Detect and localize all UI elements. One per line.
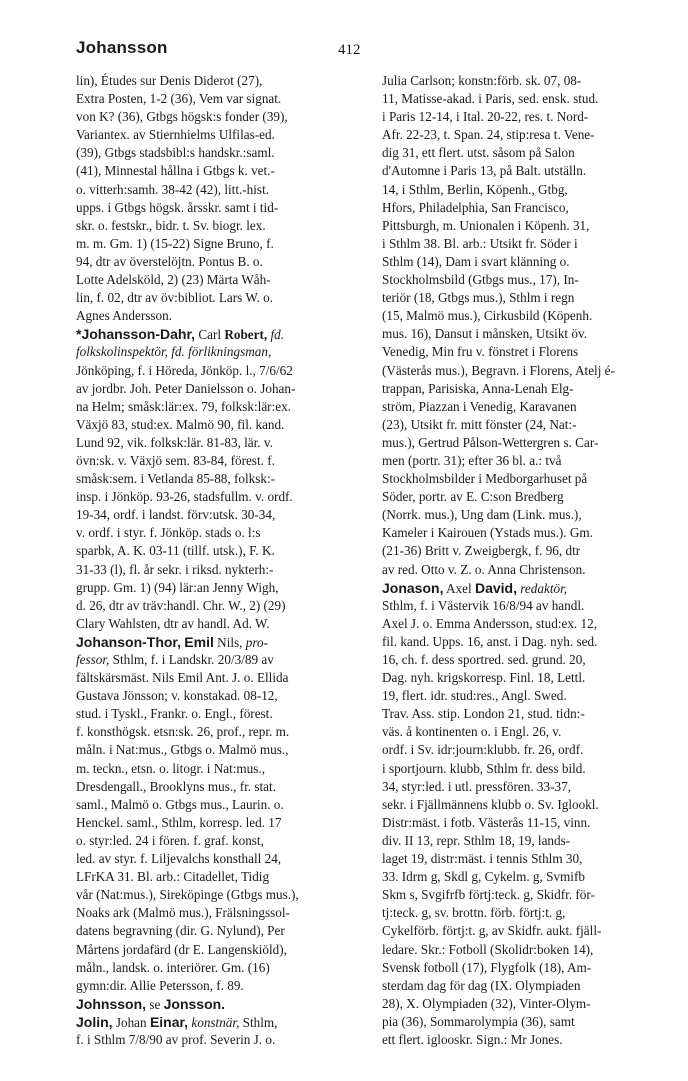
text-run: Kameler i Kairouen (Ystads mus.). Gm. bbox=[382, 525, 593, 541]
text-line bbox=[382, 615, 672, 633]
text-run: Mårtens jordafärd (dr E. Langenskiöld), bbox=[76, 941, 287, 957]
text-line bbox=[382, 633, 672, 651]
text-run: Stockholmsbilder i Medborgarhuset på bbox=[382, 471, 588, 487]
text-run: Sthlm, f. i Landskr. 20/3/89 av bbox=[109, 652, 274, 667]
text-line bbox=[76, 380, 366, 398]
text-line bbox=[76, 289, 366, 307]
text-line bbox=[382, 343, 672, 361]
text-run: Gustava Jönsson; v. konstakad. 08-12, bbox=[76, 688, 278, 704]
text-run: Dag. nyh. krigskorresp. Finl. 18, Lettl. bbox=[382, 670, 586, 686]
text-run: o. styr:led. 24 i fören. f. graf. konst, bbox=[76, 832, 264, 848]
text-run: LFrKA 31. Bl. arb.: Citadellet, Tidig bbox=[76, 869, 270, 885]
text-run: redaktör, bbox=[520, 580, 568, 596]
text-line bbox=[76, 651, 366, 669]
text-line bbox=[382, 561, 672, 579]
text-run: gymn:dir. Allie Petersson, f. 89. bbox=[76, 977, 244, 993]
text-line bbox=[382, 687, 672, 705]
text-line bbox=[76, 199, 366, 217]
text-run: d. 26, dtr av träv:handl. Chr. W., 2) (29) bbox=[76, 597, 286, 613]
text-line bbox=[382, 108, 672, 126]
text-line bbox=[382, 524, 672, 542]
text-line bbox=[76, 941, 366, 959]
text-run: f. konsthögsk. etsn:sk. 26, prof., repr. m. bbox=[76, 724, 290, 740]
text-line bbox=[382, 470, 672, 488]
text-run: saml., Malmö o. Gtbgs mus., Laurin. o. bbox=[76, 796, 284, 812]
text-line bbox=[382, 90, 672, 108]
text-run: i Paris 12-14, i Ital. 20-22, res. t. Nord- bbox=[382, 109, 589, 125]
text-run: 19, flert. idr. stud:res., Angl. Swed. bbox=[382, 688, 567, 704]
text-run: fältskärsmäst. Nils Emil Ant. J. o. Ellida bbox=[76, 670, 289, 686]
page-number: 412 bbox=[338, 42, 361, 58]
text-run: Trav. Ass. stip. London 21, stud. tidn:- bbox=[382, 706, 585, 722]
text-run: måln. i Nat:mus., Gtbgs o. Malmö mus., bbox=[76, 742, 289, 758]
text-line bbox=[76, 687, 366, 705]
text-line bbox=[382, 217, 672, 235]
text-run: (15, Malmö mus.), Cirkusbild (Köpenh. bbox=[382, 308, 593, 324]
text-run: 94, dtr av överstelöjtn. Pontus B. o. bbox=[76, 253, 263, 269]
text-run: stud. i Tyskl., Frankr. o. Engl., förest. bbox=[76, 706, 273, 722]
text-run: Sthlm, bbox=[239, 1014, 278, 1030]
text-run: (41), Minnestal hållna i Gtbgs k. vet.- bbox=[76, 163, 275, 179]
text-line bbox=[382, 850, 672, 868]
text-line bbox=[382, 380, 672, 398]
text-run: Jönköping, f. i Höreda, Jönköp. l., 7/6/62 bbox=[76, 362, 293, 378]
text-line bbox=[76, 705, 366, 723]
entry-headword: Jolin, bbox=[76, 1013, 113, 1030]
text-line bbox=[382, 814, 672, 832]
text-run: m. teckn., etsn. o. litogr. i Nat:mus., bbox=[76, 760, 266, 776]
left-column bbox=[76, 72, 366, 1049]
text-run: folkskolinspektör, fd. förlikningsman, bbox=[76, 344, 272, 360]
text-line bbox=[76, 850, 366, 868]
text-line bbox=[382, 307, 672, 325]
text-line bbox=[382, 362, 672, 380]
text-line bbox=[382, 977, 672, 995]
text-line bbox=[76, 253, 366, 271]
text-run: vår (Nat:mus.), Sireköpinge (Gtbgs mus.), bbox=[76, 887, 299, 903]
text-run: Svensk fotboll (17), Flygfolk (18), Am- bbox=[382, 959, 592, 975]
text-line bbox=[382, 199, 672, 217]
text-line bbox=[76, 832, 366, 850]
text-run: sparbk, A. K. 03-11 (tillf. utsk.), F. K. bbox=[76, 543, 275, 559]
text-line bbox=[76, 904, 366, 922]
entry-headword: Jonsson. bbox=[163, 995, 226, 1012]
text-line bbox=[382, 868, 672, 886]
text-line bbox=[76, 669, 366, 687]
text-run: Henckel. saml., Sthlm, korresp. led. 17 bbox=[76, 814, 282, 830]
text-run: Dresdengall., Brooklyns mus., fr. stat. bbox=[76, 778, 276, 794]
text-run: sekr. i Fjällmännens klubb o. Sv. Iglookl. bbox=[382, 796, 599, 812]
text-run: insp. i Jönköp. 93-26, stadsfullm. v. ordf. bbox=[76, 489, 293, 505]
text-run: Cykelförb. förtj:t. g, av Skidfr. aukt. fjäll- bbox=[382, 923, 602, 939]
text-run: men (portr. 31); efter 36 bl. a.: två bbox=[382, 452, 562, 468]
text-line bbox=[76, 977, 366, 995]
text-run: 16, ch. f. dess sportred. sed. grund. 20, bbox=[382, 652, 586, 667]
text-line bbox=[76, 561, 366, 579]
text-run: Hfors, Philadelphia, San Francisco, bbox=[382, 199, 569, 215]
text-line bbox=[382, 72, 672, 90]
text-run: Pittsburgh, m. Unionalen i Köpenh. 31, bbox=[382, 217, 590, 233]
text-line bbox=[382, 253, 672, 271]
text-run: (21-36) Britt v. Zweigbergk, f. 96, dtr bbox=[382, 543, 581, 559]
text-line bbox=[76, 181, 366, 199]
text-run: o. vitterh:samh. 38-42 (42), litt.-hist. bbox=[76, 181, 270, 197]
text-line bbox=[76, 362, 366, 380]
text-run: mus. 16), Dansut i månsken, Utsikt öv. bbox=[382, 326, 588, 342]
text-line bbox=[382, 126, 672, 144]
text-run: Noaks ark (Malmö mus.), Frälsningssol- bbox=[76, 905, 290, 921]
text-line bbox=[382, 651, 672, 669]
text-run: div. II 13, repr. Sthlm 18, 19, lands- bbox=[382, 832, 571, 848]
text-run: sterdam dag för dag (IX. Olympiaden bbox=[382, 977, 581, 993]
text-run: väs. å kontinenten o. i Engl. 26, v. bbox=[382, 724, 562, 740]
entry-headword: Johanson-Thor, bbox=[76, 633, 181, 650]
text-run: Venedig, Min fru v. fönstret i Florens bbox=[382, 344, 579, 360]
text-line bbox=[76, 542, 366, 560]
text-line bbox=[76, 579, 366, 597]
text-run: Julia Carlson; konstn:förb. sk. 07, 08- bbox=[382, 73, 582, 88]
text-line bbox=[382, 1013, 672, 1031]
text-line bbox=[382, 959, 672, 977]
text-line bbox=[76, 995, 366, 1013]
text-line bbox=[382, 488, 672, 506]
text-line bbox=[76, 108, 366, 126]
text-line bbox=[382, 542, 672, 560]
text-run: se bbox=[146, 996, 164, 1012]
text-run: Stockholmsbild (Gtbgs mus., 17), In- bbox=[382, 272, 579, 288]
text-run: Skm s, Svgifrfb förtj:teck. g, Skidfr. för- bbox=[382, 887, 595, 903]
text-line bbox=[382, 995, 672, 1013]
entry-headword: Einar, bbox=[149, 1013, 189, 1030]
text-run: trappan, Parisiska, Anna-Lenah Elg- bbox=[382, 380, 574, 396]
text-line bbox=[76, 343, 366, 361]
text-run: grupp. Gm. 1) (94) lär:an Jenny Wigh, bbox=[76, 579, 279, 595]
text-line bbox=[76, 144, 366, 162]
text-line bbox=[76, 235, 366, 253]
text-run: (Västerås mus.), Begravn. i Florens, Atelj é- bbox=[382, 362, 615, 378]
text-run: ordf. i Sv. idr:journ:klubb. fr. 26, ordf. bbox=[382, 742, 584, 758]
text-line bbox=[76, 470, 366, 488]
text-line bbox=[382, 325, 672, 343]
text-run: fd. bbox=[267, 327, 285, 343]
text-line bbox=[382, 922, 672, 940]
text-line bbox=[76, 959, 366, 977]
text-run: dig 31, ett flert. utst. såsom på Salon bbox=[382, 145, 575, 161]
text-run: Carl bbox=[195, 327, 225, 343]
text-run: av red. Otto v. Z. o. Anna Christenson. bbox=[382, 561, 586, 577]
text-run: Agnes Andersson. bbox=[76, 308, 172, 324]
text-line bbox=[76, 760, 366, 778]
text-run: 31-33 (l), fl. år sekr. i riksd. nykterh:- bbox=[76, 561, 274, 577]
text-run: teriör (18, Gtbgs mus.), Sthlm i regn bbox=[382, 290, 575, 306]
text-line bbox=[76, 778, 366, 796]
text-run: lin), Études sur Denis Diderot (27), bbox=[76, 73, 263, 88]
text-line bbox=[76, 922, 366, 940]
text-line bbox=[382, 235, 672, 253]
entry-headword: Johnsson, bbox=[76, 995, 147, 1012]
text-run: måln., landsk. o. interiörer. Gm. (16) bbox=[76, 959, 270, 975]
entry-headword: David, bbox=[474, 579, 517, 596]
text-run: (Norrk. mus.), Ung dam (Link. mus.), bbox=[382, 507, 582, 523]
text-line bbox=[76, 633, 366, 651]
text-line bbox=[382, 904, 672, 922]
text-line bbox=[76, 723, 366, 741]
text-line bbox=[382, 289, 672, 307]
text-run: skr. o. festskr., bidr. t. Sv. biogr. lex. bbox=[76, 217, 266, 233]
text-line bbox=[382, 886, 672, 904]
text-run: 19-34, ordf. i landst. förv:utsk. 30-34, bbox=[76, 507, 276, 523]
text-line bbox=[382, 705, 672, 723]
entry-headword: Emil bbox=[184, 633, 214, 650]
text-run: mus.), Gertrud Pålson-Wettergren s. Car- bbox=[382, 434, 599, 450]
text-run: i sportjourn. klubb, Sthlm fr. dess bild. bbox=[382, 760, 586, 776]
entry-headword: Jonason, bbox=[382, 579, 444, 596]
text-run: Distr:mäst. i fotb. Västerås 11-15, vinn. bbox=[382, 814, 591, 830]
text-run: Söder, portr. av E. C:son Bredberg bbox=[382, 489, 564, 505]
text-line bbox=[76, 90, 366, 108]
text-line bbox=[76, 1013, 366, 1031]
text-run: fessor, bbox=[76, 652, 110, 667]
text-line bbox=[382, 741, 672, 759]
text-line bbox=[382, 579, 672, 597]
text-line bbox=[76, 1031, 366, 1049]
text-run: småsk:sem. i Vetlanda 85-88, folksk:- bbox=[76, 471, 276, 487]
text-run: laget 19, distr:mäst. i tennis Sthlm 30, bbox=[382, 851, 583, 867]
text-run: ström, Piazzan i Venedig, Karavanen bbox=[382, 398, 577, 414]
text-line bbox=[76, 398, 366, 416]
running-head: Johansson bbox=[76, 38, 168, 57]
text-run: fil. kand. Upps. 16, anst. i Dag. nyh. sed. bbox=[382, 633, 598, 649]
text-run: von K? (36), Gtbgs högsk:s fonder (39), bbox=[76, 109, 288, 125]
text-run: na Helm; småsk:lär:ex. 79, folksk:lär:ex. bbox=[76, 398, 291, 414]
text-line bbox=[76, 796, 366, 814]
text-run: Nils, bbox=[213, 634, 246, 650]
text-line bbox=[382, 778, 672, 796]
text-line bbox=[76, 506, 366, 524]
text-line bbox=[76, 886, 366, 904]
text-line bbox=[382, 760, 672, 778]
text-line bbox=[382, 1031, 672, 1049]
text-run: ett flert. iglooskr. Sign.: Mr Jones. bbox=[382, 1031, 563, 1047]
text-line bbox=[76, 868, 366, 886]
text-line bbox=[76, 524, 366, 542]
text-line bbox=[382, 162, 672, 180]
text-line bbox=[76, 434, 366, 452]
text-run: konstnär, bbox=[191, 1014, 240, 1030]
text-run: lin, f. 02, dtr av öv:bibliot. Lars W. o. bbox=[76, 290, 274, 306]
text-run: 34, styr:led. i utl. pressfören. 33-37, bbox=[382, 778, 571, 794]
text-run: 11, Matisse-akad. i Paris, sed. ensk. stud. bbox=[382, 91, 599, 107]
text-line bbox=[382, 597, 672, 615]
text-line bbox=[76, 615, 366, 633]
text-run: 28), X. Olympiaden (32), Vinter-Olym- bbox=[382, 995, 591, 1011]
text-line bbox=[382, 796, 672, 814]
text-run: m. m. Gm. 1) (15-22) Signe Bruno, f. bbox=[76, 235, 274, 251]
text-run: f. i Sthlm 7/8/90 av prof. Severin J. o. bbox=[76, 1031, 276, 1047]
text-run: Extra Posten, 1-2 (36), Vem var signat. bbox=[76, 91, 282, 107]
text-run: övn:sk. v. Växjö sem. 83-84, förest. f. bbox=[76, 452, 275, 468]
text-run: Johan bbox=[112, 1014, 150, 1030]
text-line bbox=[382, 669, 672, 687]
text-run: d'Automne i Paris 13, på Balt. utställn. bbox=[382, 163, 587, 179]
text-line bbox=[382, 416, 672, 434]
text-line bbox=[76, 741, 366, 759]
text-run: Växjö 83, stud:ex. Malmö 90, fil. kand. bbox=[76, 416, 285, 432]
text-run: Robert, bbox=[224, 327, 268, 343]
text-line bbox=[76, 162, 366, 180]
text-run: tj:teck. g, sv. brottn. förb. förtj:t. g, bbox=[382, 905, 566, 921]
text-line bbox=[76, 72, 366, 90]
text-line bbox=[76, 452, 366, 470]
text-line bbox=[76, 217, 366, 235]
text-run: led. av styr. f. Liljevalchs konsthall 24, bbox=[76, 851, 282, 867]
text-run: Afr. 22-23, t. Span. 24, stip:resa t. Vene- bbox=[382, 127, 595, 143]
text-run: i Sthlm 38. Bl. arb.: Utsikt fr. Söder i bbox=[382, 235, 578, 251]
text-run: Clary Wahlsten, dtr av handl. Ad. W. bbox=[76, 615, 270, 631]
text-run: datens begravning (dir. G. Nylund), Per bbox=[76, 923, 285, 939]
text-run: Axel J. o. Emma Andersson, stud:ex. 12, bbox=[382, 615, 598, 631]
text-line bbox=[76, 325, 366, 343]
text-line bbox=[382, 452, 672, 470]
text-run: 14, i Sthlm, Berlin, Köpenh., Gtbg, bbox=[382, 181, 568, 197]
text-run: pro- bbox=[245, 634, 268, 650]
text-run: upps. i Gtbgs högsk. årsskr. samt i tid- bbox=[76, 199, 279, 215]
text-run: (39), Gtbgs stadsbibl:s handskr.:saml. bbox=[76, 145, 275, 161]
text-line bbox=[382, 506, 672, 524]
text-line bbox=[382, 271, 672, 289]
text-line bbox=[382, 941, 672, 959]
text-line bbox=[382, 398, 672, 416]
text-line bbox=[76, 488, 366, 506]
text-line bbox=[76, 271, 366, 289]
text-run: pia (36), Sommarolympia (36), samt bbox=[382, 1013, 575, 1029]
text-line bbox=[76, 307, 366, 325]
text-line bbox=[76, 126, 366, 144]
text-run: Sthlm, f. i Västervik 16/8/94 av handl. bbox=[382, 597, 585, 613]
text-line bbox=[382, 144, 672, 162]
entry-headword: *Johansson-Dahr, bbox=[76, 326, 196, 343]
text-run: Sthlm (14), Dam i svart klänning o. bbox=[382, 253, 570, 269]
text-line bbox=[382, 832, 672, 850]
text-line bbox=[76, 416, 366, 434]
text-line bbox=[382, 723, 672, 741]
text-line bbox=[382, 434, 672, 452]
text-run: 33. Idrm g, Skdl g, Cykelm. g, Svmifb bbox=[382, 869, 585, 885]
text-line bbox=[76, 597, 366, 615]
text-run: av jordbr. Joh. Peter Danielsson o. Johan- bbox=[76, 380, 296, 396]
text-line bbox=[382, 181, 672, 199]
text-run: Lund 92, vik. folksk:lär. 81-83, lär. v. bbox=[76, 434, 273, 450]
text-run: Lotte Adelsköld, 2) (23) Märta Wåh- bbox=[76, 272, 271, 288]
text-run: Variantex. av Stiernhielms Ulfilas-ed. bbox=[76, 127, 275, 143]
text-run: ledare. Skr.: Fotboll (Skolidr:boken 14), bbox=[382, 941, 594, 957]
right-column bbox=[382, 72, 672, 1049]
text-run: (23), Utsikt fr. mitt fönster (24, Nat:- bbox=[382, 416, 577, 432]
text-run: v. ordf. i styr. f. Jönköp. stads o. l:s bbox=[76, 525, 261, 541]
text-run: Axel bbox=[443, 580, 475, 596]
text-line bbox=[76, 814, 366, 832]
